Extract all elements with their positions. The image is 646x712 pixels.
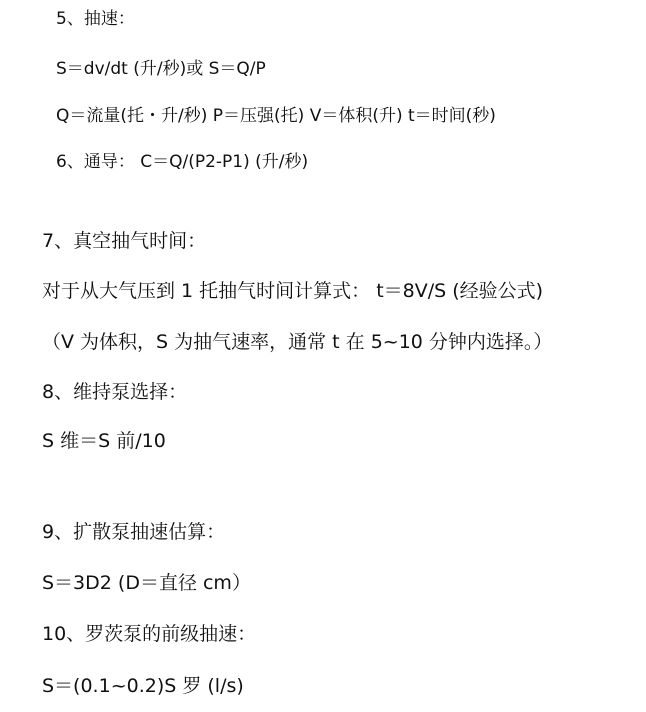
section-7-heading: 7、真空抽气时间：: [42, 230, 207, 252]
section-9-heading: 9、扩散泵抽速估算：: [42, 521, 226, 543]
section-10-heading: 10、罗茨泵的前级抽速：: [42, 623, 257, 645]
section-8-heading: 8、维持泵选择：: [42, 381, 188, 403]
section-5-heading: 5、抽速：: [56, 9, 135, 29]
pumpdown-note: （V 为体积，S 为抽气速率，通常 t 在 5~10 分钟内选择。）: [42, 331, 553, 353]
pumping-speed-formula: S＝dv/dt (升/秒)或 S＝Q/P: [56, 59, 266, 79]
diffusion-pump-formula: S＝3D2 (D＝直径 cm）: [42, 572, 251, 594]
pumpdown-time-formula: 对于从大气压到 1 托抽气时间计算式： t＝8V/S (经验公式): [42, 280, 544, 302]
variable-definitions: Q＝流量(托・升/秒) P＝压强(托) V＝体积(升) t＝时间(秒): [56, 106, 496, 126]
holding-pump-formula: S 维＝S 前/10: [42, 430, 166, 452]
section-6-conductance: 6、通导： C＝Q/(P2-P1) (升/秒): [56, 152, 309, 172]
roots-pump-formula: S＝(0.1~0.2)S 罗 (l/s): [42, 675, 244, 697]
